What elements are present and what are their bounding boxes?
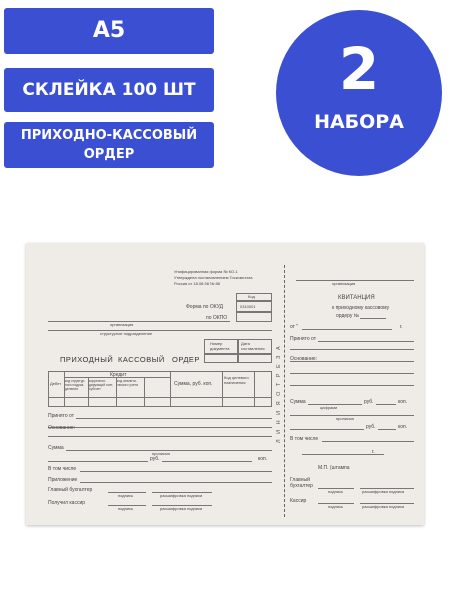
okud-value: 0310001 [240, 304, 256, 309]
col-target-code: Код целевого назначения [224, 375, 249, 385]
basis-label: Основание: [48, 425, 76, 431]
blank-line [80, 471, 272, 472]
format-label: А5 [92, 18, 126, 43]
unified-form-text: Унифицированная форма № КО-1 [174, 269, 238, 274]
chief-signature-caption: подпись [118, 493, 134, 498]
receipt-chief-signature-caption: подпись [328, 489, 344, 494]
pack-label: СКЛЕЙКА 100 ШТ [22, 80, 196, 100]
okud-label: Форма по ОКУД [186, 304, 224, 310]
receipt-chief-label: Главный бухгалтер [290, 477, 313, 489]
table-col-divider [170, 371, 171, 407]
receipt-to-text: к приходному кассовому [332, 305, 390, 311]
receipt-year-label-2: г. [372, 449, 375, 455]
blank-line [290, 361, 414, 362]
cut-dashed-line [284, 265, 285, 517]
type-label-line2: ОРДЕР [83, 147, 135, 162]
blank-line [80, 482, 272, 483]
receipt-from-label: от " [290, 324, 299, 330]
blank-line [376, 404, 396, 405]
chief-decode-caption: расшифровка подписи [160, 493, 203, 498]
receipt-rub-label-2: руб. [366, 424, 376, 430]
receipt-cashier-label: Кассир [290, 498, 307, 504]
okpo-box [236, 312, 272, 322]
sets-circle-badge [276, 10, 442, 176]
cut-line-text: Л И Н И Я О Т Р Е З А [276, 344, 282, 443]
receipt-chief-decode-caption: расшифровка подписи [362, 489, 405, 494]
receipt-basis-label: Основание: [290, 356, 318, 362]
cashier-label: Получил кассир [48, 500, 86, 506]
col-code-division: код структур- ного подраз- деления [65, 379, 86, 391]
doc-number-label: Номер документа [210, 341, 230, 351]
okpo-label: по ОКПО [206, 315, 228, 321]
receipt-year-label: г. [400, 324, 403, 330]
blank-line [162, 461, 252, 462]
rub-label: руб. [150, 456, 160, 462]
title-word-3: ОРДЕР [172, 355, 200, 364]
division-line [48, 330, 272, 331]
code-header: Код [248, 294, 255, 299]
receipt-cashier-signature-caption: подпись [328, 504, 344, 509]
attachment-label: Приложение [48, 477, 78, 483]
sets-number: 2 [338, 35, 380, 103]
table-debit: Дебет [50, 381, 62, 386]
receipt-date-line [302, 329, 392, 330]
format-badge [4, 8, 214, 54]
blank-line [290, 429, 364, 430]
receipt-words-caption: прописью [336, 416, 355, 421]
sum-words-caption: прописью [152, 451, 171, 456]
blank-line [318, 341, 414, 342]
receipt-kop-label: коп. [398, 399, 408, 405]
pack-badge [4, 68, 214, 112]
receipt-digits-caption: цифрами [320, 405, 338, 410]
blank-line [290, 373, 414, 374]
blank-line [48, 436, 272, 437]
receipt-including-label: В том числе [290, 436, 319, 442]
receipt-order-label: ордеру № [336, 313, 360, 319]
receipt-kop-label-2: коп. [398, 424, 408, 430]
received-from-label: Принято от [48, 413, 75, 419]
col-corr-account: корреспон- дирующий счет, субсчет [89, 379, 114, 391]
cash-receipt-order-form [26, 243, 424, 525]
blank-line [48, 427, 272, 428]
received-from-line [76, 418, 272, 419]
receipt-stamp-label: М.П. (штампа [318, 465, 350, 471]
blank-line [290, 385, 414, 386]
receipt-order-line [360, 318, 386, 319]
sets-word: НАБОРА [314, 111, 404, 133]
receipt-org-caption: организация [332, 281, 356, 286]
approved-text: Утверждена постановлением Госкомстата [174, 275, 253, 280]
russia-date-text: России от 18.08.98 № 88 [174, 281, 220, 286]
table-col-divider [254, 371, 255, 407]
blank-line [322, 441, 414, 442]
title-word-1: ПРИХОДНЫЙ [60, 355, 114, 364]
table-row-divider [48, 397, 272, 398]
type-label-line1: ПРИХОДНО-КАССОВЫЙ [20, 128, 198, 143]
cashier-signature-caption: подпись [118, 506, 134, 511]
type-badge [4, 122, 214, 168]
cashier-decode-caption: расшифровка подписи [160, 506, 203, 511]
including-label: В том числе [48, 466, 77, 472]
blank-line [378, 429, 396, 430]
col-analytic: код аналити- ческого учета [117, 379, 138, 387]
receipt-title: КВИТАНЦИЯ [338, 295, 375, 301]
organization-line [48, 321, 230, 322]
receipt-cashier-decode-caption: расшифровка подписи [362, 504, 405, 509]
kop-label: коп. [258, 456, 268, 462]
receipt-sum-label: Сумма [290, 399, 306, 405]
table-col-divider [222, 371, 223, 407]
doc-number-value-box [204, 354, 238, 363]
blank-line [290, 349, 414, 350]
col-sum: Сумма, руб. коп. [174, 381, 213, 387]
receipt-rub-label: руб. [364, 399, 374, 405]
title-word-2: КАССОВЫЙ [118, 355, 165, 364]
chief-accountant-label: Главный бухгалтер [48, 487, 93, 493]
table-credit: Кредит [110, 372, 127, 378]
table-col-divider [144, 377, 145, 407]
doc-date-value-box [238, 354, 272, 363]
organization-caption: организация [110, 322, 134, 327]
division-caption: структурное подразделение [100, 331, 153, 336]
doc-date-label: Дата составления [241, 341, 265, 351]
blank-line [48, 461, 148, 462]
receipt-received-label: Принято от [290, 336, 317, 342]
sum-label: Сумма [48, 445, 64, 451]
